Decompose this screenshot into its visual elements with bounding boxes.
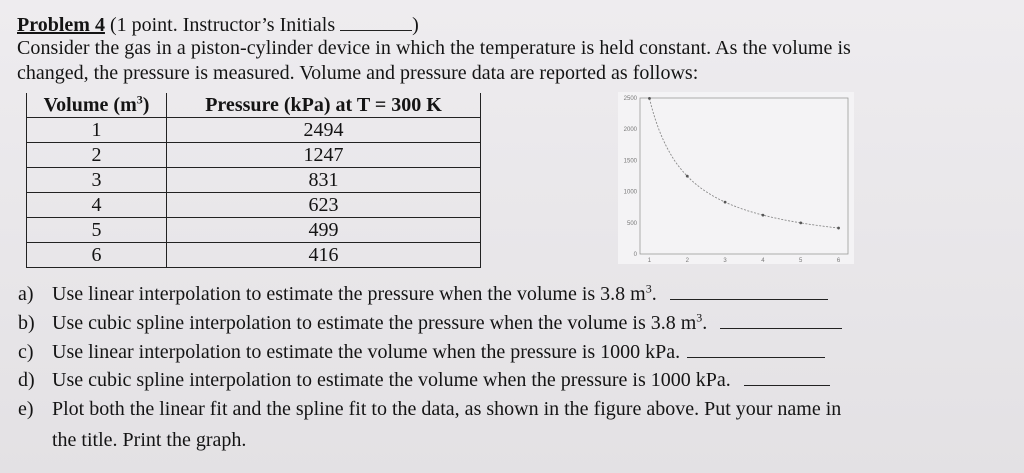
interpolation-figure [618, 92, 854, 264]
interpolation-curve [650, 98, 839, 228]
table-row [27, 168, 481, 193]
answer-a-blank[interactable] [670, 283, 828, 300]
volume-cell: 5 [27, 218, 167, 243]
answer-b-blank[interactable] [720, 312, 842, 329]
volume-cell: 1 [27, 118, 167, 143]
volume-cell: 3 [27, 168, 167, 193]
initials-blank[interactable] [340, 14, 412, 31]
problem-heading [17, 13, 419, 37]
question-d: d) Use cubic spline interpolation to estimate the volume when the pressure is 1000 kPa. [18, 368, 830, 392]
x-tick-label: 1 [647, 258, 652, 264]
y-tick-label: 2500 [623, 96, 637, 102]
question-c: c) Use linear interpolation to estimate the volume when the pressure is 1000 kPa. [18, 340, 825, 364]
question-e: e) Plot both the linear fit and the spline fit to the data, as shown in the figure above. Put your name in [18, 398, 842, 420]
answer-d-blank[interactable] [744, 369, 830, 386]
volume-cell: 4 [27, 193, 167, 218]
data-point [686, 175, 689, 178]
plot-frame [640, 98, 848, 254]
volume-column-header: Volume $(m^3)$ [27, 93, 167, 118]
x-tick-label: 6 [836, 258, 841, 264]
table-row [27, 243, 481, 268]
pressure-cell: 831 [167, 168, 481, 193]
x-tick-label: 5 [799, 258, 803, 264]
intro-line-2: changed, the pressure is measured. Volume and pressure data are reported as follows: [17, 62, 699, 84]
data-point [799, 221, 802, 224]
volume-pressure-table [26, 93, 481, 268]
problem-points: (1 point. Instructor’s Initials [104, 14, 341, 36]
pressure-cell: 623 [167, 193, 481, 218]
pressure-column-header: Pressure (kPa) at T = 300 K [167, 93, 481, 118]
data-point [762, 214, 765, 217]
table-row [27, 143, 481, 168]
y-tick-label: 1000 [623, 189, 637, 196]
question-a: a) Use linear interpolation to estimate the pressure when the volume is 3.8 $m^3$. [18, 282, 828, 306]
question-e-continued: the title. Print the graph. [52, 429, 247, 451]
pressure-cell: 2494 [167, 118, 481, 143]
pressure-cell: 499 [167, 218, 481, 243]
data-point [837, 227, 840, 230]
y-tick-label: 2000 [623, 127, 637, 134]
data-point [648, 97, 651, 100]
heading-close-paren: ) [412, 14, 419, 36]
volume-cell: 2 [27, 143, 167, 168]
table-row [27, 118, 481, 143]
y-tick-label: 500 [626, 220, 637, 227]
pressure-cell: 416 [167, 243, 481, 268]
pressure-cell: 1247 [167, 143, 481, 168]
y-tick-label: 1500 [623, 158, 637, 165]
table-header-row [27, 93, 481, 118]
volume-cell: 6 [27, 243, 167, 268]
answer-c-blank[interactable] [687, 341, 825, 358]
table-row [27, 193, 481, 218]
x-tick-label: 4 [761, 258, 765, 264]
x-tick-label: 2 [685, 258, 689, 264]
y-tick-label: 0 [633, 252, 637, 258]
x-tick-label: 3 [723, 258, 727, 264]
intro-line-1: Consider the gas in a piston-cylinder device in which the temperature is held constant. As the volume is [17, 37, 851, 59]
problem-title: Problem 4 [17, 14, 105, 36]
question-b: b) Use cubic spline interpolation to estimate the pressure when the volume is 3.8 $m^3$. [18, 311, 842, 335]
table-row [27, 218, 481, 243]
data-point [724, 201, 727, 204]
